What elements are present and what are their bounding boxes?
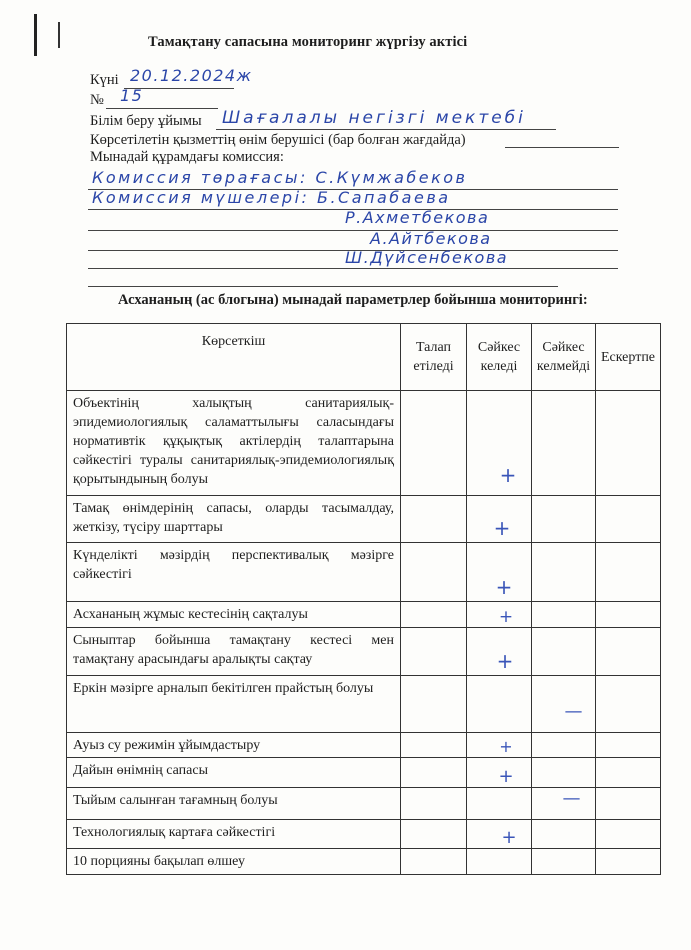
section-title: Асхананың (ас блогына) мынадай параметрлер бойынша мониторингі: <box>118 292 588 308</box>
supplier-label: Көрсетілетін қызметтің өнім берушісі (бар болған жағдайда) <box>90 132 466 148</box>
plus-mark: + <box>493 516 511 540</box>
table-row <box>67 602 661 628</box>
table-row <box>67 496 661 543</box>
criterion-cell: Сыныптар бойынша тамақтану кестесі мен тамақтану арасындағы аралықты сақтау <box>67 628 401 676</box>
complies-cell <box>467 820 532 849</box>
date-label: Күні <box>90 72 119 88</box>
monitoring-table <box>66 323 661 875</box>
school-label: Білім беру ұйымы <box>90 113 202 129</box>
complies-cell <box>467 849 532 875</box>
not-complies-cell <box>532 543 596 602</box>
plus-mark: + <box>498 607 514 627</box>
header-not-complies: Сәйкес келмейді <box>532 324 596 391</box>
complies-cell <box>467 543 532 602</box>
required-cell <box>401 733 467 758</box>
not-complies-cell <box>532 602 596 628</box>
required-cell <box>401 820 467 849</box>
criterion-cell: Ауыз су режимін ұйымдастыру <box>67 733 401 758</box>
plus-mark: + <box>495 575 513 599</box>
note-cell <box>596 543 661 602</box>
header-indicator: Көрсеткіш <box>67 324 401 391</box>
required-cell <box>401 602 467 628</box>
table-row <box>67 849 661 875</box>
criterion-cell: Еркін мәзірге арналып бекітілген прайстың болуы <box>67 676 401 733</box>
number-underline <box>106 108 218 109</box>
table-row <box>67 391 661 496</box>
required-cell <box>401 758 467 788</box>
not-complies-cell <box>532 820 596 849</box>
note-cell <box>596 628 661 676</box>
criterion-cell: Тамақ өнімдерінің сапасы, оларды тасымалдау, жеткізу, түсіру шарттары <box>67 496 401 543</box>
required-cell <box>401 849 467 875</box>
criterion-cell: 10 порцияны бақылап өлшеу <box>67 849 401 875</box>
commission-member: А.Айтбекова <box>370 229 492 248</box>
commission-chair: Комиссия төрағасы: С.Күмжабеков <box>92 168 468 187</box>
complies-cell <box>467 391 532 496</box>
criterion-cell: Объектінің халықтың санитариялық-эпидемиологиялық саламаттылығы саласындағы нормативтік құқықтық актілердің талаптарына сәйкестігі туралы санитариялық-эпидемиологиялық қорытындының болуы <box>67 391 401 496</box>
table-row <box>67 628 661 676</box>
complies-cell <box>467 628 532 676</box>
note-cell <box>596 849 661 875</box>
number-value: 15 <box>120 86 144 105</box>
criterion-cell: Дайын өнімнің сапасы <box>67 758 401 788</box>
plus-mark: + <box>496 649 514 673</box>
commission-underline <box>88 268 618 269</box>
note-cell <box>596 602 661 628</box>
school-value: Шағалалы негізгі мектебі <box>222 108 526 128</box>
commission-underline <box>88 286 558 287</box>
table-row <box>67 820 661 849</box>
supplier-underline <box>505 147 619 148</box>
plus-mark: + <box>501 827 517 848</box>
not-complies-cell <box>532 788 596 820</box>
table-row <box>67 733 661 758</box>
criterion-cell: Күнделікті мәзірдің перспективалық мәзірге сәйкестігі <box>67 543 401 602</box>
note-cell <box>596 733 661 758</box>
document-title: Тамақтану сапасына мониторинг жүргізу актісі <box>148 34 468 50</box>
note-cell <box>596 391 661 496</box>
plus-mark: + <box>498 766 514 787</box>
not-complies-cell <box>532 628 596 676</box>
commission-member: Р.Ахметбекова <box>345 208 490 227</box>
not-complies-cell <box>532 391 596 496</box>
not-complies-cell <box>532 496 596 543</box>
note-cell <box>596 676 661 733</box>
complies-cell <box>467 733 532 758</box>
not-complies-cell <box>532 758 596 788</box>
number-label: № <box>90 92 104 108</box>
plus-mark: + <box>499 463 517 487</box>
complies-cell <box>467 496 532 543</box>
required-cell <box>401 391 467 496</box>
dash-mark: — <box>564 701 583 722</box>
page-edge-mark <box>34 14 37 56</box>
not-complies-cell <box>532 733 596 758</box>
header-required: Талап етіледі <box>401 324 467 391</box>
complies-cell <box>467 676 532 733</box>
table-header-row <box>67 324 661 391</box>
commission-label: Мынадай құрамдағы комиссия: <box>90 149 284 165</box>
not-complies-cell <box>532 849 596 875</box>
commission-underline <box>88 230 618 231</box>
required-cell <box>401 628 467 676</box>
note-cell <box>596 788 661 820</box>
commission-member: Комиссия мүшелері: Б.Сапабаева <box>92 188 451 207</box>
criterion-cell: Асхананың жұмыс кестесінің сақталуы <box>67 602 401 628</box>
table-row <box>67 758 661 788</box>
header-complies: Сәйкес келеді <box>467 324 532 391</box>
not-complies-cell <box>532 676 596 733</box>
commission-member: Ш.Дүйсенбекова <box>345 248 509 267</box>
dash-mark: — <box>562 788 581 809</box>
complies-cell <box>467 758 532 788</box>
header-note: Ескертпе <box>596 324 661 391</box>
plus-mark: + <box>499 737 513 756</box>
required-cell <box>401 788 467 820</box>
complies-cell <box>467 602 532 628</box>
note-cell <box>596 758 661 788</box>
table-row <box>67 788 661 820</box>
required-cell <box>401 543 467 602</box>
table-row <box>67 676 661 733</box>
page-edge-mark <box>58 22 60 48</box>
note-cell <box>596 820 661 849</box>
table-row <box>67 543 661 602</box>
school-underline <box>216 129 556 130</box>
required-cell <box>401 496 467 543</box>
date-value: 20.12.2024ж <box>130 66 253 85</box>
complies-cell <box>467 788 532 820</box>
criterion-cell: Технологиялық картаға сәйкестігі <box>67 820 401 849</box>
required-cell <box>401 676 467 733</box>
criterion-cell: Тыйым салынған тағамның болуы <box>67 788 401 820</box>
note-cell <box>596 496 661 543</box>
